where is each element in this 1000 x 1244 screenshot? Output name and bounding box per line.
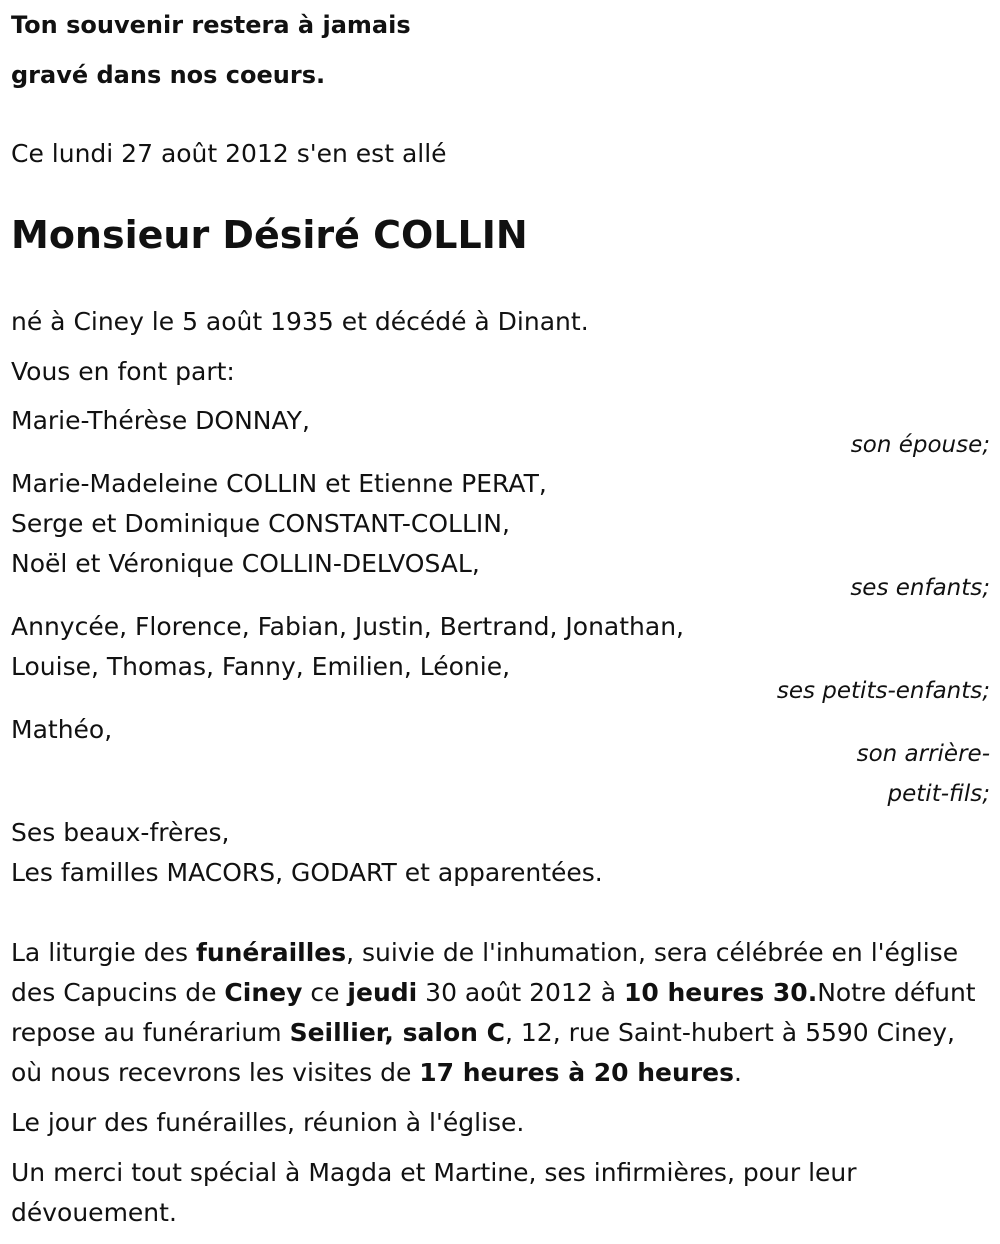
motto-line-2: gravé dans nos coeurs. bbox=[11, 61, 326, 89]
reunion-text: Le jour des funérailles, réunion à l'église. bbox=[11, 1108, 525, 1137]
other-family: Ses beaux-frères, bbox=[11, 818, 230, 847]
child-name: Noël et Véronique COLLIN-DELVOSAL, bbox=[11, 549, 480, 578]
birth-death-text: né à Ciney le 5 août 1935 et décédé à Dinant. bbox=[11, 307, 589, 336]
announce-text: Vous en font part: bbox=[11, 357, 235, 386]
funeral-text: ce bbox=[302, 978, 348, 1007]
grandchild-names: Louise, Thomas, Fanny, Emilien, Léonie, bbox=[11, 652, 511, 681]
funeral-text: , 12, rue Saint-hubert à 5590 Ciney, où nous recevrons les visites de bbox=[11, 1018, 956, 1087]
great-grandchild-name: Mathéo, bbox=[11, 715, 113, 744]
motto-line-1: Ton souvenir restera à jamais bbox=[11, 11, 411, 39]
children-relation: ses enfants; bbox=[850, 575, 990, 601]
funeral-home: Seillier, salon C bbox=[289, 1018, 505, 1047]
funeral-text: , suivie de l'inhumation, sera célébrée en l'église des Capucins de bbox=[11, 938, 959, 1007]
spouse-relation: son épouse; bbox=[850, 432, 990, 458]
funeral-emphasis: funérailles bbox=[195, 938, 347, 967]
child-name: Marie-Madeleine COLLIN et Etienne PERAT, bbox=[11, 469, 547, 498]
grandchildren-relation: ses petits-enfants; bbox=[776, 678, 990, 704]
funeral-text: . bbox=[733, 1058, 742, 1087]
funeral-paragraph bbox=[11, 933, 990, 1093]
intro-text: Ce lundi 27 août 2012 s'en est allé bbox=[11, 139, 447, 168]
funeral-text: Notre défunt repose au funérarium bbox=[11, 978, 976, 1047]
funeral-text: La liturgie des bbox=[11, 938, 196, 967]
funeral-place: Ciney bbox=[224, 978, 303, 1007]
great-grandchild-relation-line-2: petit-fils; bbox=[887, 781, 990, 807]
thanks-text: Un merci tout spécial à Magda et Martine, ses infirmières, pour leur dévouement. bbox=[11, 1158, 857, 1227]
deceased-name: Monsieur Désiré COLLIN bbox=[11, 213, 528, 257]
funeral-day: jeudi bbox=[347, 978, 418, 1007]
other-family: Les familles MACORS, GODART et apparentées. bbox=[11, 858, 603, 887]
funeral-text: 30 août 2012 à bbox=[417, 978, 624, 1007]
spouse-name: Marie-Thérèse DONNAY, bbox=[11, 406, 310, 435]
funeral-time: 10 heures 30. bbox=[623, 978, 818, 1007]
child-name: Serge et Dominique CONSTANT-COLLIN, bbox=[11, 509, 510, 538]
visiting-hours: 17 heures à 20 heures bbox=[419, 1058, 734, 1087]
great-grandchild-relation-line-1: son arrière- bbox=[856, 741, 990, 767]
grandchild-names: Annycée, Florence, Fabian, Justin, Bertrand, Jonathan, bbox=[11, 612, 684, 641]
